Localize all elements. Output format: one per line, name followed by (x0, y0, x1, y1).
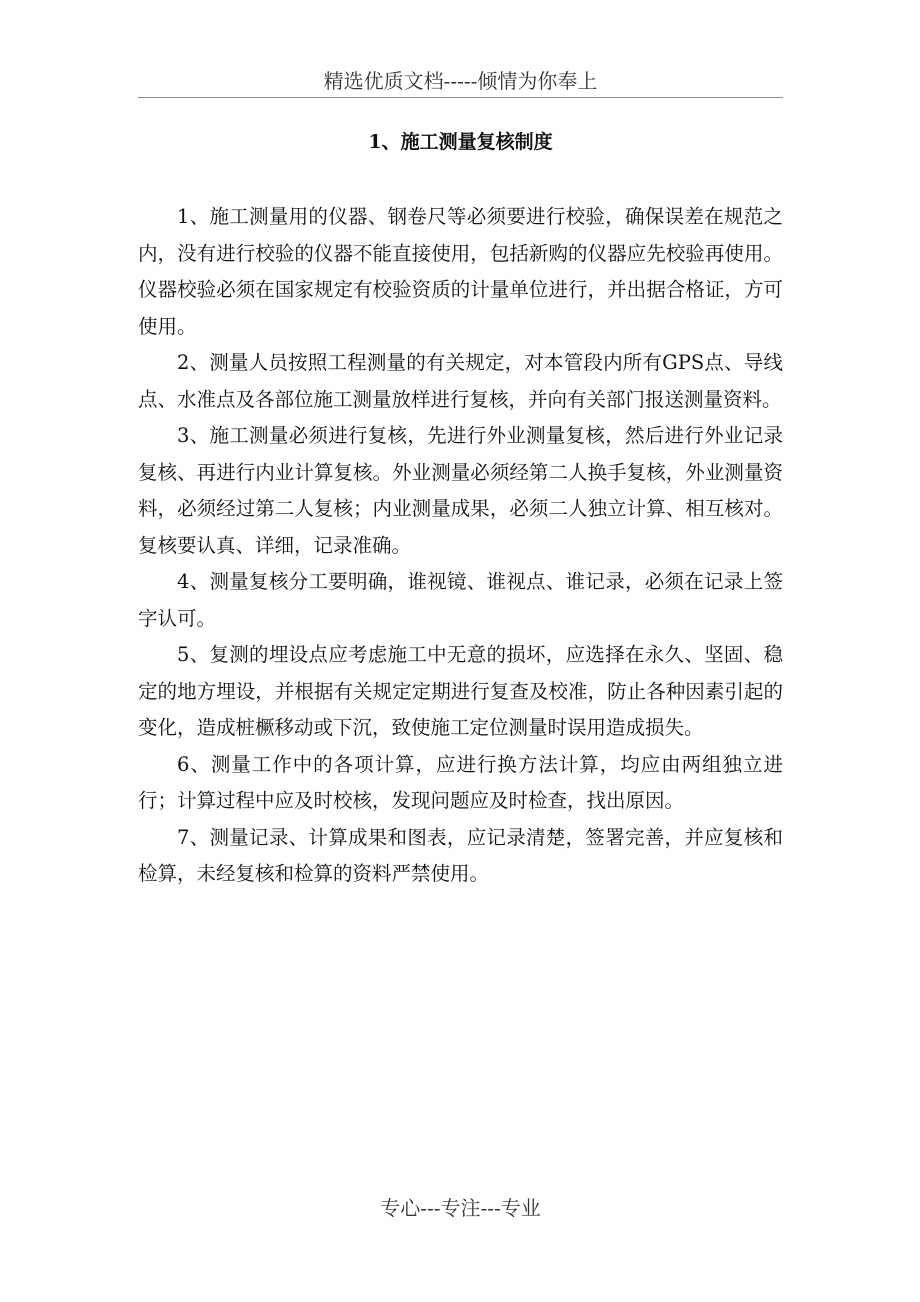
paragraph-4: 4、测量复核分工要明确，谁视镜、谁视点、谁记录，必须在记录上签字认可。 (138, 570, 783, 630)
header-divider (138, 97, 783, 98)
document-title: 1、施工测量复核制度 (368, 131, 553, 153)
document-body (138, 199, 783, 893)
paragraph-2: 2、测量人员按照工程测量的有关规定，对本管段内所有GPS点、导线点、水准点及各部位施工测量放样进行复核，并向有关部门报送测量资料。 (138, 351, 783, 411)
paragraph-1: 1、施工测量用的仪器、钢卷尺等必须要进行校验，确保误差在规范之内，没有进行校验的仪器不能直接使用，包括新购的仪器应先校验再使用。仪器校验必须在国家规定有校验资质的计量单位进行，并出据合格证，方可使用。 (138, 205, 783, 338)
paragraph-7: 7、测量记录、计算成果和图表，应记录清楚，签署完善，并应复核和检算，未经复核和检算的资料严禁使用。 (138, 825, 783, 885)
paragraph-6: 6、测量工作中的各项计算，应进行换方法计算，均应由两组独立进行；计算过程中应及时校核，发现问题应及时检查，找出原因。 (138, 752, 783, 812)
paragraph-3: 3、施工测量必须进行复核，先进行外业测量复核，然后进行外业记录复核、再进行内业计算复核。外业测量必须经第二人换手复核，外业测量资料，必须经过第二人复核；内业测量成果，必须二人独立计算、相互核对。复核要认真、详细，记录准确。 (138, 424, 783, 557)
page-footer: 专心---专注---专业 (380, 1196, 541, 1220)
paragraph-5: 5、复测的埋设点应考虑施工中无意的损坏，应选择在永久、坚固、稳定的地方埋设，并根据有关规定定期进行复查及校准，防止各种因素引起的变化，造成桩橛移动或下沉，致使施工定位测量时误用造成损失。 (138, 643, 783, 739)
page-header: 精选优质文档-----倾情为你奉上 (323, 69, 598, 93)
